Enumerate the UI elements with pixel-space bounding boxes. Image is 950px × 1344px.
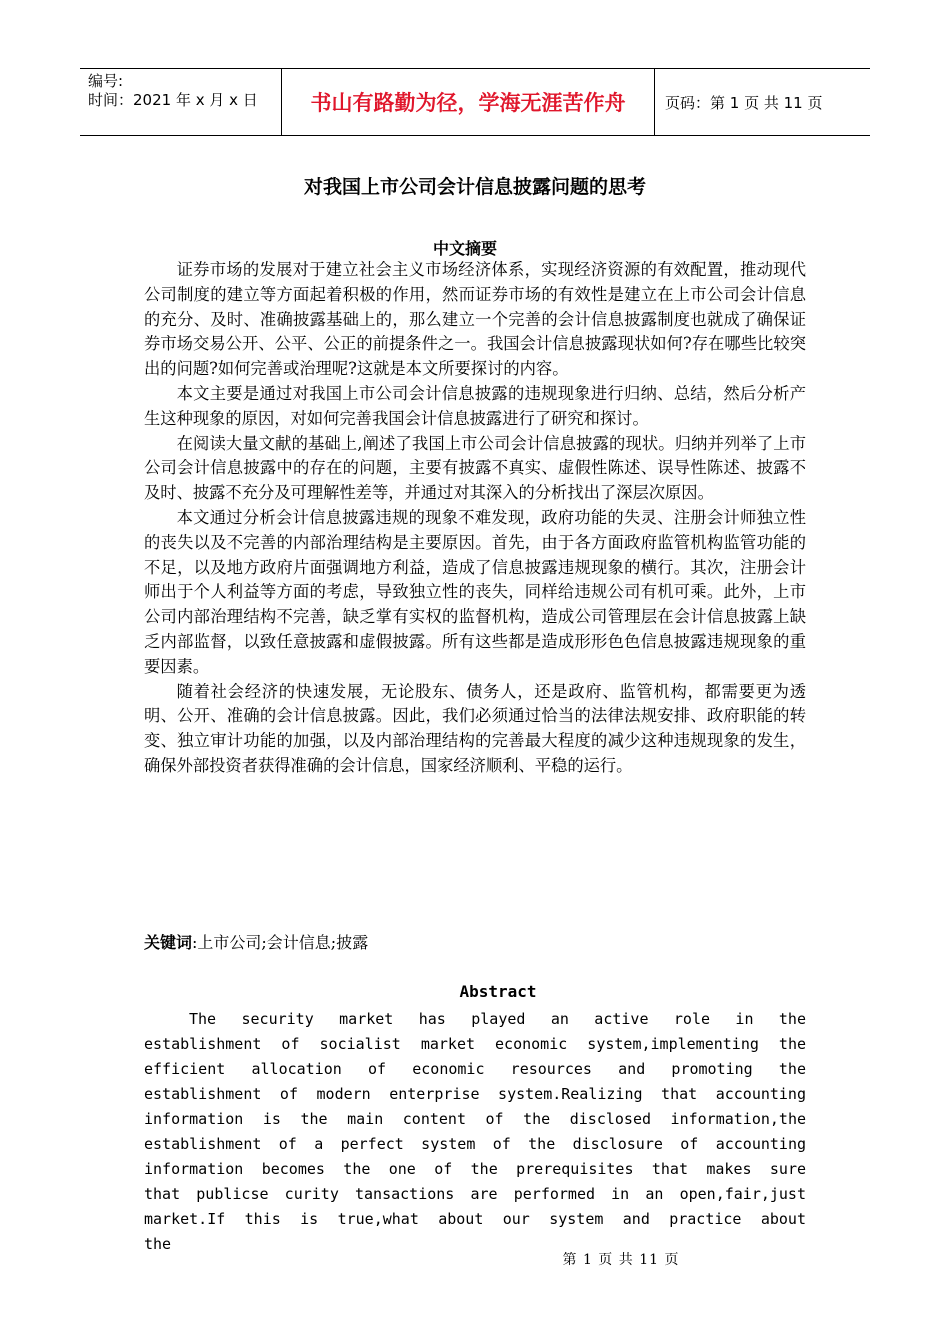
- abstract-paragraph: 随着社会经济的快速发展，无论股东、债务人，还是政府、监管机构，都需要更为透明、公开、准确的会计信息披露。因此，我们必须通过恰当的法律法规安排、政府职能的转变、独立审计功能的加强，以及内部治理结构的完善最大程度的减少这种违规现象的发生，确保外部投资者获得准确的会计信息，国家经济顺利、平稳的运行。: [144, 681, 806, 775]
- page-footer: 第 1 页 共 11 页: [562, 1252, 680, 1268]
- document-time-label: 时间：2021 年 x 月 x 日: [88, 91, 258, 109]
- abstract-paragraph: 在阅读大量文献的基础上,阐述了我国上市公司会计信息披露的现状。归纳并列举了上市公司会计信息披露中的存在的问题，主要有披露不真实、虚假性陈述、误导性陈述、披露不及时、披露不充分及可理解性差等，并通过对其深入的分析找出了深层次原因。: [144, 433, 806, 503]
- keywords-value: :上市公司;会计信息;披露: [192, 933, 369, 952]
- keywords-label: 关键词: [144, 933, 193, 952]
- chinese-abstract-body: [144, 258, 806, 779]
- abstract-paragraph: 证券市场的发展对于建立社会主义市场经济体系，实现经济资源的有效配置，推动现代公司制度的建立等方面起着积极的作用，然而证券市场的有效性是建立在上市公司会计信息的充分、及时、准确披露基础上的，那么建立一个完善的会计信息披露制度也就成了确保证券市场交易公开、公平、公正的前提条件之一。我国会计信息披露现状如何?存在哪些比较突出的问题?如何完善或治理呢?这就是本文所要探讨的内容。: [144, 260, 806, 379]
- header-page-info: 页码：第 1 页 共 11 页: [665, 93, 823, 112]
- header-motto: 书山有路勤为径，学海无涯苦作舟: [282, 69, 655, 135]
- header-table: [80, 68, 870, 136]
- header-meta-cell: [80, 69, 282, 135]
- english-abstract-paragraph: The security market has played an active role in the establishment of socialist market economic system,implementing the efficient allocation of economic resources and promoting the establishment of modern enterprise system.Realizing that accounting information is the main content of the disclosed information,the establishment of a perfect system of the disclosure of accounting information becomes the one of the prerequisites that makes sure that publicse curity tansactions are performed in an open,fair,just market.If this is true,what about our system and practice about the: [144, 1010, 806, 1253]
- keywords-line: [144, 930, 368, 953]
- page-title: 对我国上市公司会计信息披露问题的思考: [303, 176, 646, 198]
- english-abstract-body: [144, 1007, 806, 1257]
- abstract-paragraph: 本文主要是通过对我国上市公司会计信息披露的违规现象进行归纳、总结，然后分析产生这种现象的原因，对如何完善我国会计信息披露进行了研究和探讨。: [144, 383, 806, 428]
- document-number-label: 编号:: [88, 72, 124, 90]
- chinese-abstract-heading: 中文摘要: [432, 239, 497, 258]
- abstract-paragraph: 本文通过分析会计信息披露违规的现象不难发现，政府功能的失灵、注册会计师独立性的丧失以及不完善的内部治理结构是主要原因。首先，由于各方面政府监管机构监管功能的不足，以及地方政府片面强调地方利益，造成了信息披露违规现象的横行。其次，注册会计师出于个人利益等方面的考虑，导致独立性的丧失，同样给违规公司有机可乘。此外，上市公司内部治理结构不完善，缺乏掌有实权的监督机构，造成公司管理层在会计信息披露上缺乏内部监督，以致任意披露和虚假披露。所有这些都是造成形形色色信息披露违规现象的重要因素。: [144, 507, 806, 676]
- english-abstract-heading: Abstract: [459, 982, 537, 1001]
